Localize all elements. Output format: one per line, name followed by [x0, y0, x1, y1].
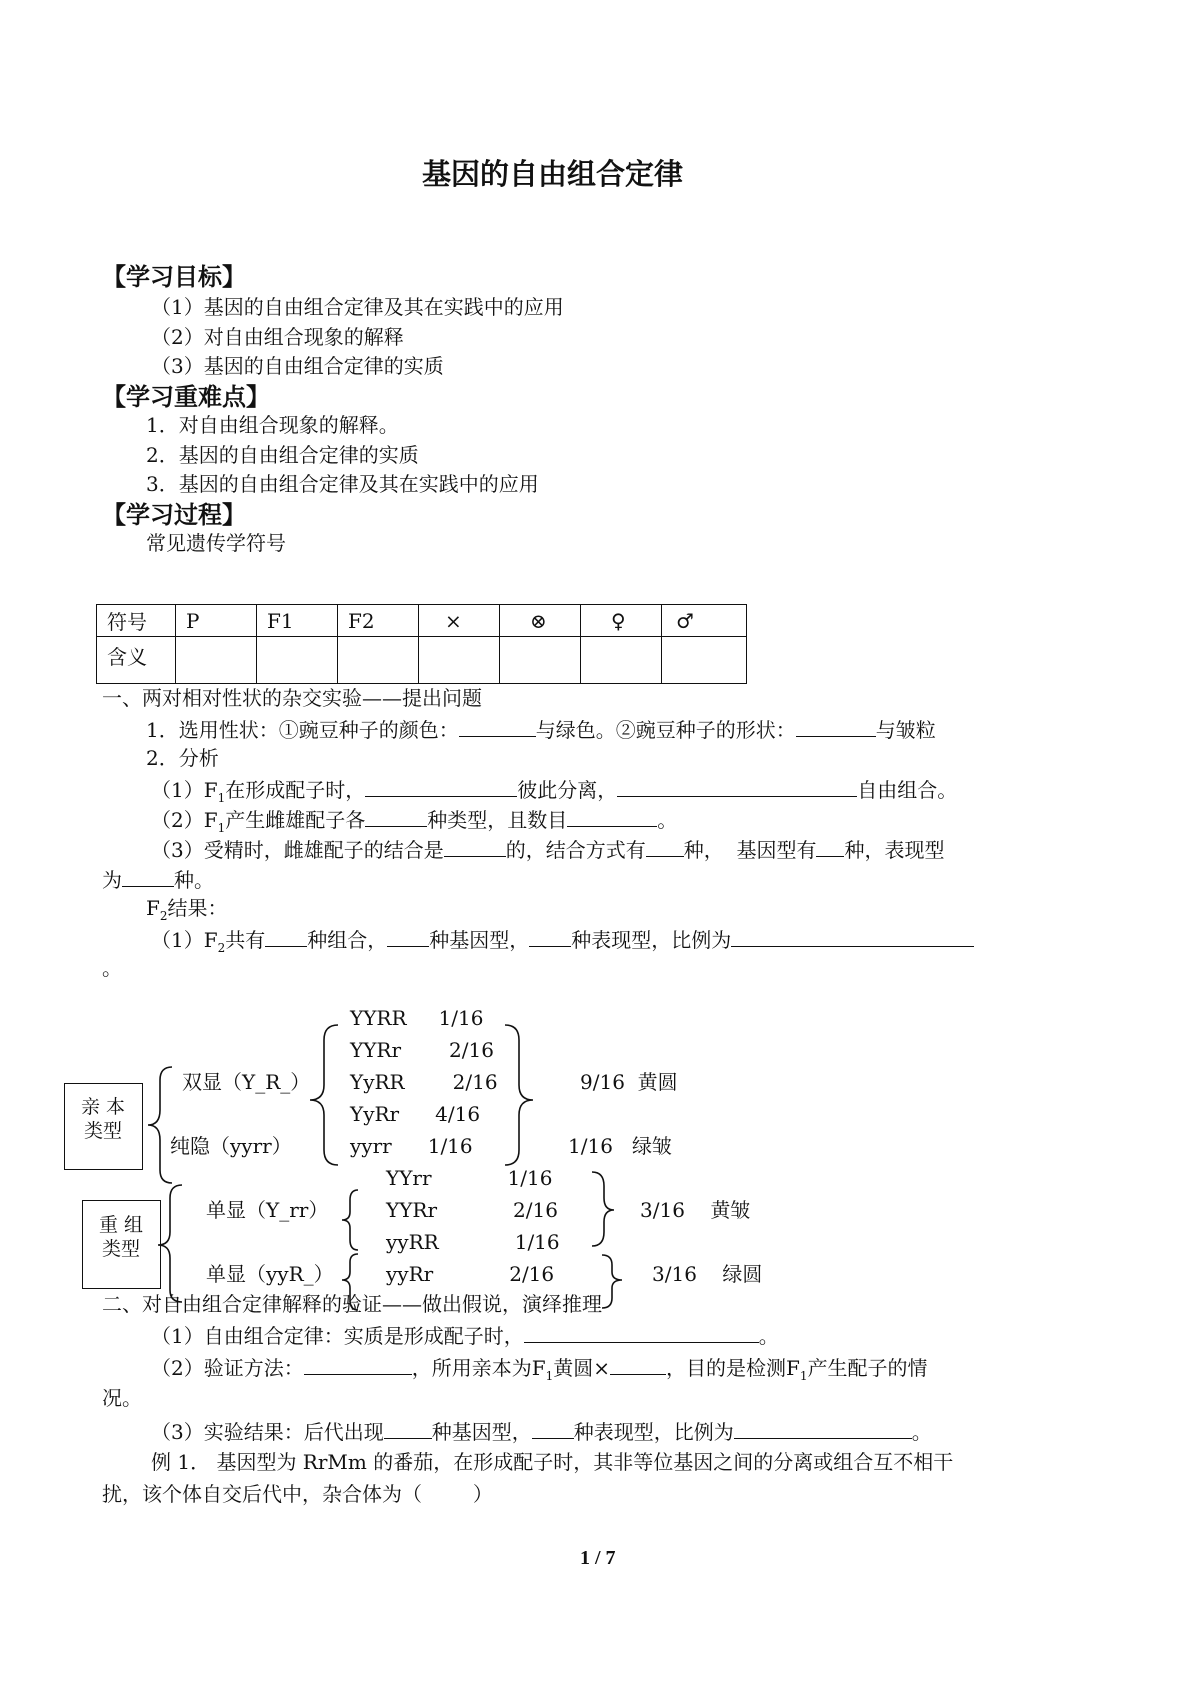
brace-nine-sixteenths — [505, 1025, 533, 1165]
table-cell: 符号 — [97, 605, 176, 637]
text: 种表现型，比例为 — [573, 1420, 734, 1444]
text: （3）受精时，雌雄配子的结合是 — [151, 838, 444, 862]
part2-line-1 — [151, 1324, 779, 1346]
text: 。 — [657, 808, 678, 832]
text: yyRR — [386, 1230, 439, 1254]
single-r-label: 单显（yyR_） — [206, 1262, 334, 1286]
text: 2/16 — [452, 1070, 498, 1094]
text: 彼此分离， — [517, 778, 618, 802]
text: 种，表现型 — [844, 838, 945, 862]
text: 与皱粒 — [875, 718, 936, 742]
result-green-wrinkled: 1/16 绿皱 — [568, 1134, 672, 1158]
goal-item-1: （1）基因的自由组合定律及其在实践中的应用 — [151, 295, 564, 319]
text: （2）验证方法： — [151, 1356, 304, 1380]
brace-double-dom — [310, 1025, 338, 1165]
text: （1）F — [151, 928, 218, 952]
text: YYRr — [386, 1198, 438, 1222]
process-heading: 【学习过程】 — [102, 501, 246, 529]
text: （1）F — [151, 778, 218, 802]
text: YyRR — [350, 1070, 405, 1094]
text: 1．选用性状：①豌豆种子的颜色： — [146, 718, 459, 742]
genotype-b-2 — [386, 1200, 558, 1220]
text: 种基因型， — [429, 928, 530, 952]
text: yyRr — [386, 1262, 434, 1286]
text: 1/16 — [507, 1166, 553, 1190]
text: 基因型有 — [736, 838, 817, 862]
example-line-1: 例 1． 基因型为 RrMm 的番茄，在形成配子时，其非等位基因之间的分离或组合互不相干 — [151, 1450, 954, 1474]
blank-input[interactable] — [532, 1420, 574, 1439]
brace-green-round — [602, 1255, 622, 1308]
text: （3）实验结果：后代出现 — [151, 1420, 384, 1444]
text: 。 — [758, 1324, 779, 1348]
part2-heading: 二、对自由组合定律解释的验证——做出假说，演绎推理 — [102, 1292, 602, 1316]
subscript: 1 — [545, 1369, 554, 1383]
text: YYRr — [350, 1038, 402, 1062]
keypoint-item-3: 3．基因的自由组合定律及其在实践中的应用 — [146, 472, 539, 496]
text: 共有 — [225, 928, 266, 952]
page-title: 基因的自由组合定律 — [422, 157, 684, 191]
text: YYrr — [386, 1166, 432, 1190]
part1-heading: 一、两对相对性状的杂交实验——提出问题 — [102, 686, 482, 710]
text: 1/16 — [427, 1134, 473, 1158]
single-y-label: 单显（Y_rr） — [206, 1198, 329, 1222]
genotype-a-4 — [350, 1104, 480, 1124]
blank-input[interactable] — [524, 1324, 759, 1343]
part2-line-3: 况。 — [102, 1386, 142, 1410]
brace-recombinant — [158, 1185, 182, 1302]
text: 1/16 — [438, 1006, 484, 1030]
text: 产生配子的情 — [807, 1356, 928, 1380]
brace-parent — [148, 1067, 172, 1183]
text: 种类型，且数目 — [427, 808, 568, 832]
genotype-b-3 — [386, 1232, 560, 1252]
part2-line-2 — [151, 1356, 928, 1382]
text: 种。 — [174, 868, 214, 892]
text: 与绿色。②豌豆种子的形状： — [535, 718, 796, 742]
genotype-b-4 — [386, 1264, 554, 1284]
table-cell: ♂ — [662, 605, 747, 637]
keypoint-item-2: 2．基因的自由组合定律的实质 — [146, 443, 419, 467]
subscript: 2 — [159, 909, 168, 923]
text: （2）F — [151, 808, 218, 832]
goals-heading: 【学习目标】 — [102, 263, 246, 291]
table-cell: ⊗ — [500, 605, 581, 637]
text: 重 组 类型 — [98, 1214, 144, 1260]
text: 自由组合。 — [857, 778, 958, 802]
blank-input[interactable] — [384, 1420, 432, 1439]
result-yellow-round: 9/16 黄圆 — [580, 1070, 678, 1094]
brace-single-y — [342, 1190, 358, 1250]
blank-input[interactable] — [734, 1420, 912, 1439]
text: F — [146, 896, 160, 920]
text: 的，结合方式有 — [505, 838, 646, 862]
text: 种组合， — [307, 928, 388, 952]
text: 2/16 — [449, 1038, 494, 1062]
double-recessive-label: 纯隐（yyrr） — [170, 1134, 292, 1158]
text: ，所用亲本为F — [411, 1356, 546, 1380]
subscript: 2 — [217, 941, 226, 955]
subscript: 1 — [799, 1369, 808, 1383]
text: 2/16 — [509, 1262, 555, 1286]
subscript: 1 — [217, 821, 226, 835]
part1-line-2: 2．分析 — [146, 746, 219, 770]
keypoint-item-1: 1．对自由组合现象的解释。 — [146, 413, 399, 437]
page-number: 1 / 7 — [580, 1547, 616, 1569]
table-cell: × — [419, 605, 500, 637]
text: 种表现型，比例为 — [571, 928, 732, 952]
genotype-a-5 — [350, 1136, 473, 1156]
genotype-a-1 — [350, 1008, 483, 1028]
table-caption: 常见遗传学符号 — [146, 531, 286, 555]
table-cell: ♀ — [581, 605, 662, 637]
genotype-b-1 — [386, 1168, 552, 1188]
text: YyRr — [350, 1102, 400, 1126]
text: 种， — [683, 838, 724, 862]
result-yellow-wrinkled: 3/16 黄皱 — [640, 1198, 751, 1222]
text: （1）自由组合定律：实质是形成配子时， — [151, 1324, 524, 1348]
genotype-a-2 — [350, 1040, 494, 1060]
brace-yellow-wrinkled — [592, 1172, 614, 1246]
text: 种基因型， — [431, 1420, 532, 1444]
text: 亲 本 类型 — [80, 1096, 126, 1142]
text: 4/16 — [435, 1102, 481, 1126]
text: 为 — [102, 868, 122, 892]
text: 在形成配子时， — [225, 778, 366, 802]
blank-input[interactable] — [610, 1356, 666, 1375]
text: YYRR — [350, 1006, 407, 1030]
text: 黄圆× — [553, 1356, 611, 1380]
text: 结果： — [167, 896, 228, 920]
text: yyrr — [350, 1134, 392, 1158]
result-green-round: 3/16 绿圆 — [652, 1262, 763, 1286]
text: 1/16 — [514, 1230, 560, 1254]
text: 。 — [911, 1420, 932, 1444]
part2-line-4 — [151, 1420, 932, 1442]
example-line-2: 扰，该个体自交后代中，杂合体为（ ） — [102, 1482, 493, 1506]
part1-line-8: 。 — [102, 956, 122, 980]
table-cell: 含义 — [97, 637, 176, 684]
goal-item-2: （2）对自由组合现象的解释 — [151, 325, 404, 349]
subscript: 1 — [217, 791, 226, 805]
text: 2/16 — [513, 1198, 558, 1222]
text: ，目的是检测F — [666, 1356, 800, 1380]
goal-item-3: （3）基因的自由组合定律的实质 — [151, 354, 444, 378]
text: 产生雌雄配子各 — [225, 808, 366, 832]
table-cell: F1 — [257, 605, 338, 637]
genotype-a-3 — [350, 1072, 498, 1092]
keypoints-heading: 【学习重难点】 — [102, 383, 270, 411]
blank-input[interactable] — [304, 1356, 412, 1375]
double-dominant-label: 双显（Y_R_） — [182, 1070, 311, 1094]
table-cell: F2 — [338, 605, 419, 637]
table-cell: P — [176, 605, 257, 637]
